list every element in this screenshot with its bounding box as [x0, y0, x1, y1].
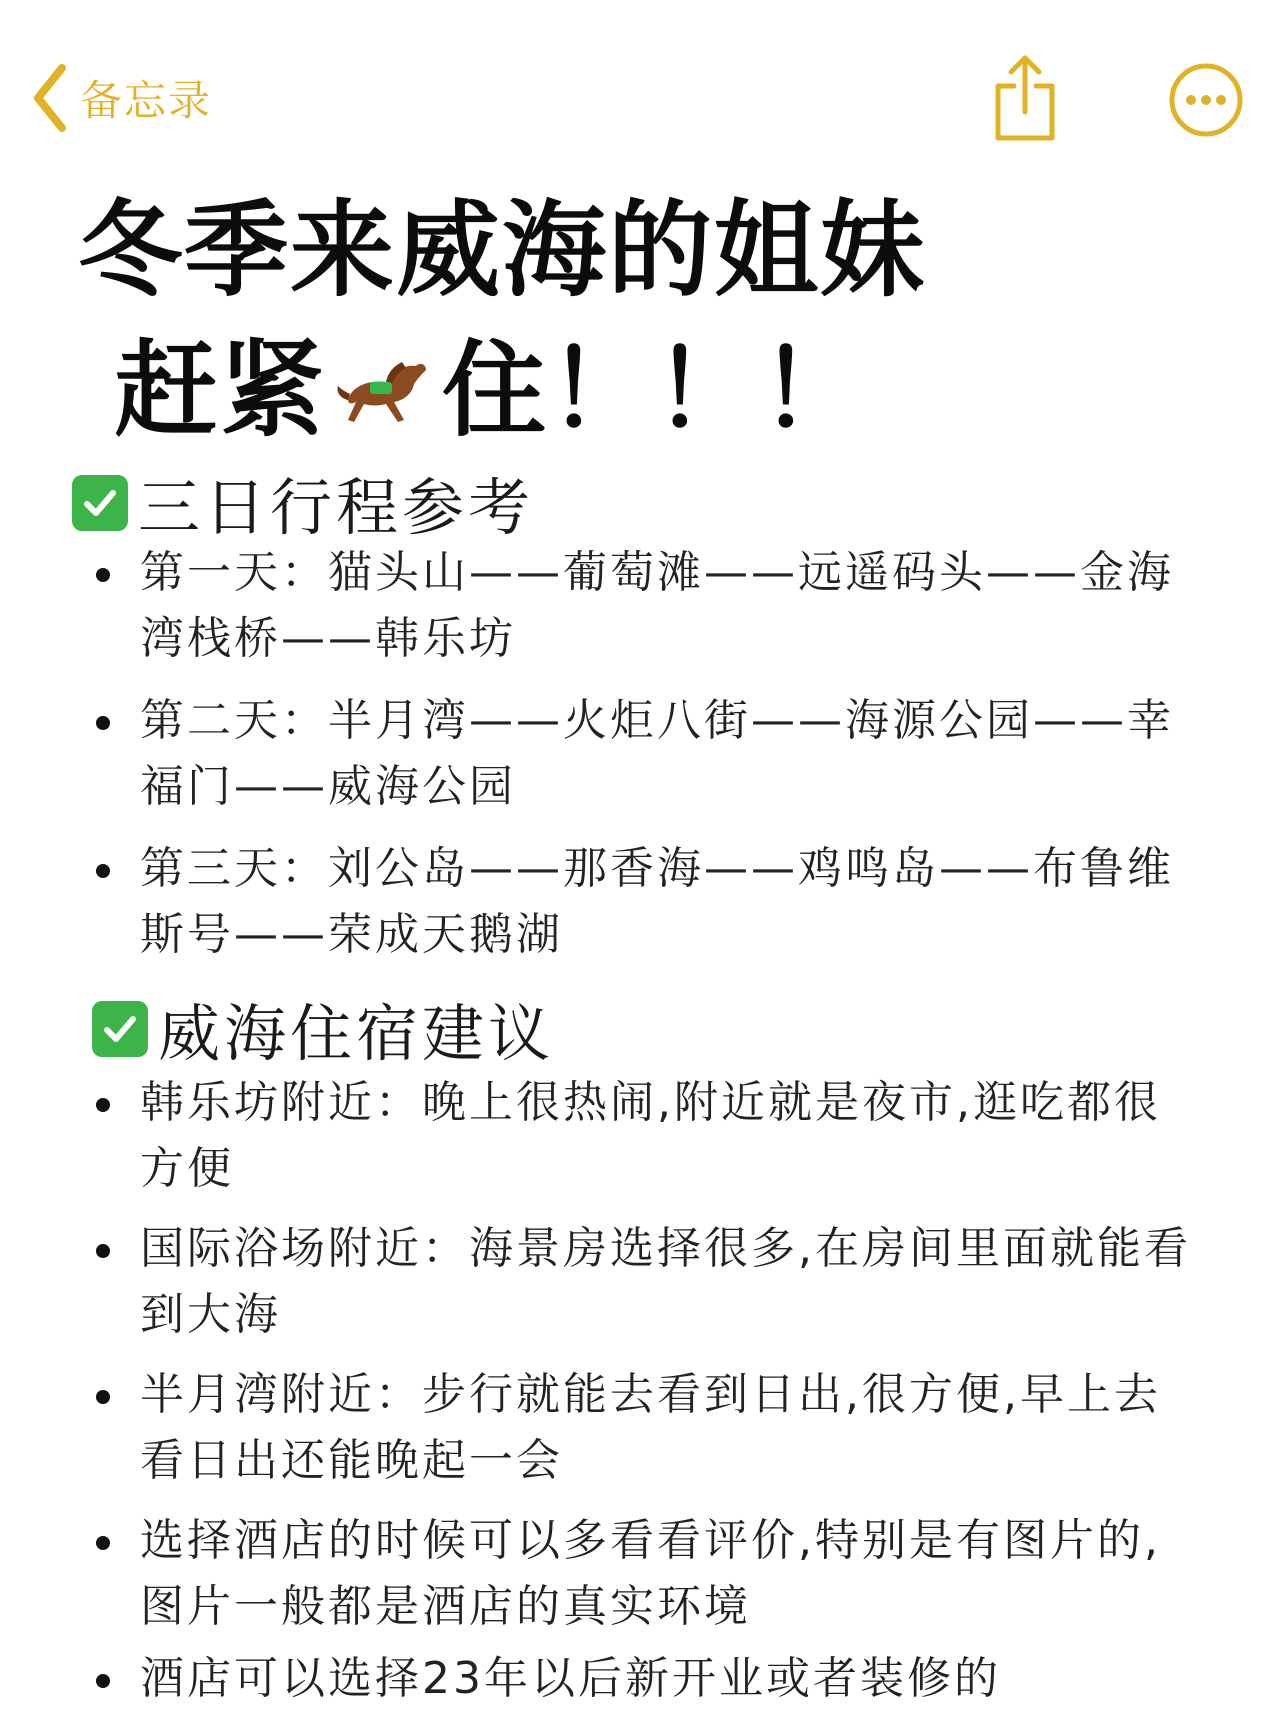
more-options-icon[interactable] — [1168, 62, 1244, 138]
list-item: 第一天：猫头山——葡萄滩——远遥码头——金海湾栈桥——韩乐坊 — [96, 540, 1196, 672]
navigation-bar — [0, 0, 1280, 190]
list-item: 韩乐坊附近：晚上很热闹,附近就是夜市,逛吃都很方便 — [96, 1070, 1196, 1202]
horse-racing-icon — [334, 342, 434, 438]
back-button[interactable] — [30, 62, 212, 134]
list-item: 第二天：半月湾——火炬八街——海源公园——幸福门——威海公园 — [96, 688, 1196, 820]
section-heading-itinerary — [72, 458, 534, 547]
title-line-2 — [114, 320, 926, 460]
list-item: 选择酒店的时候可以多看看评价,特别是有图片的,图片一般都是酒店的真实环境 — [96, 1508, 1196, 1640]
back-label: 备忘录 — [80, 76, 213, 125]
list-item: 第三天：刘公岛——那香海——鸡鸣岛——布鲁维斯号——荣成天鹅湖 — [96, 836, 1196, 968]
chevron-left-icon — [30, 62, 70, 134]
list-item: 半月湾附近：步行就能去看到日出,很方便,早上去看日出还能晚起一会 — [96, 1362, 1196, 1494]
list-item: 酒店可以选择23年以后新开业或者装修的 — [96, 1646, 1196, 1710]
note-title — [78, 180, 926, 460]
check-mark-icon — [92, 1001, 148, 1057]
share-icon[interactable] — [990, 52, 1060, 144]
title-line-2-start: 赶紧 — [114, 328, 327, 451]
lodging-list — [96, 1070, 1196, 1710]
list-item: 国际浴场附近：海景房选择很多,在房间里面就能看到大海 — [96, 1216, 1196, 1348]
title-line-2-end: 住！！！ — [442, 328, 867, 451]
title-line-1: 冬季来威海的姐妹 — [78, 188, 927, 311]
check-mark-icon — [72, 475, 128, 531]
itinerary-list — [96, 540, 1196, 968]
section-heading-label: 威海住宿建议 — [158, 997, 555, 1070]
section-heading-label: 三日行程参考 — [138, 471, 535, 544]
section-heading-lodging — [92, 984, 554, 1073]
